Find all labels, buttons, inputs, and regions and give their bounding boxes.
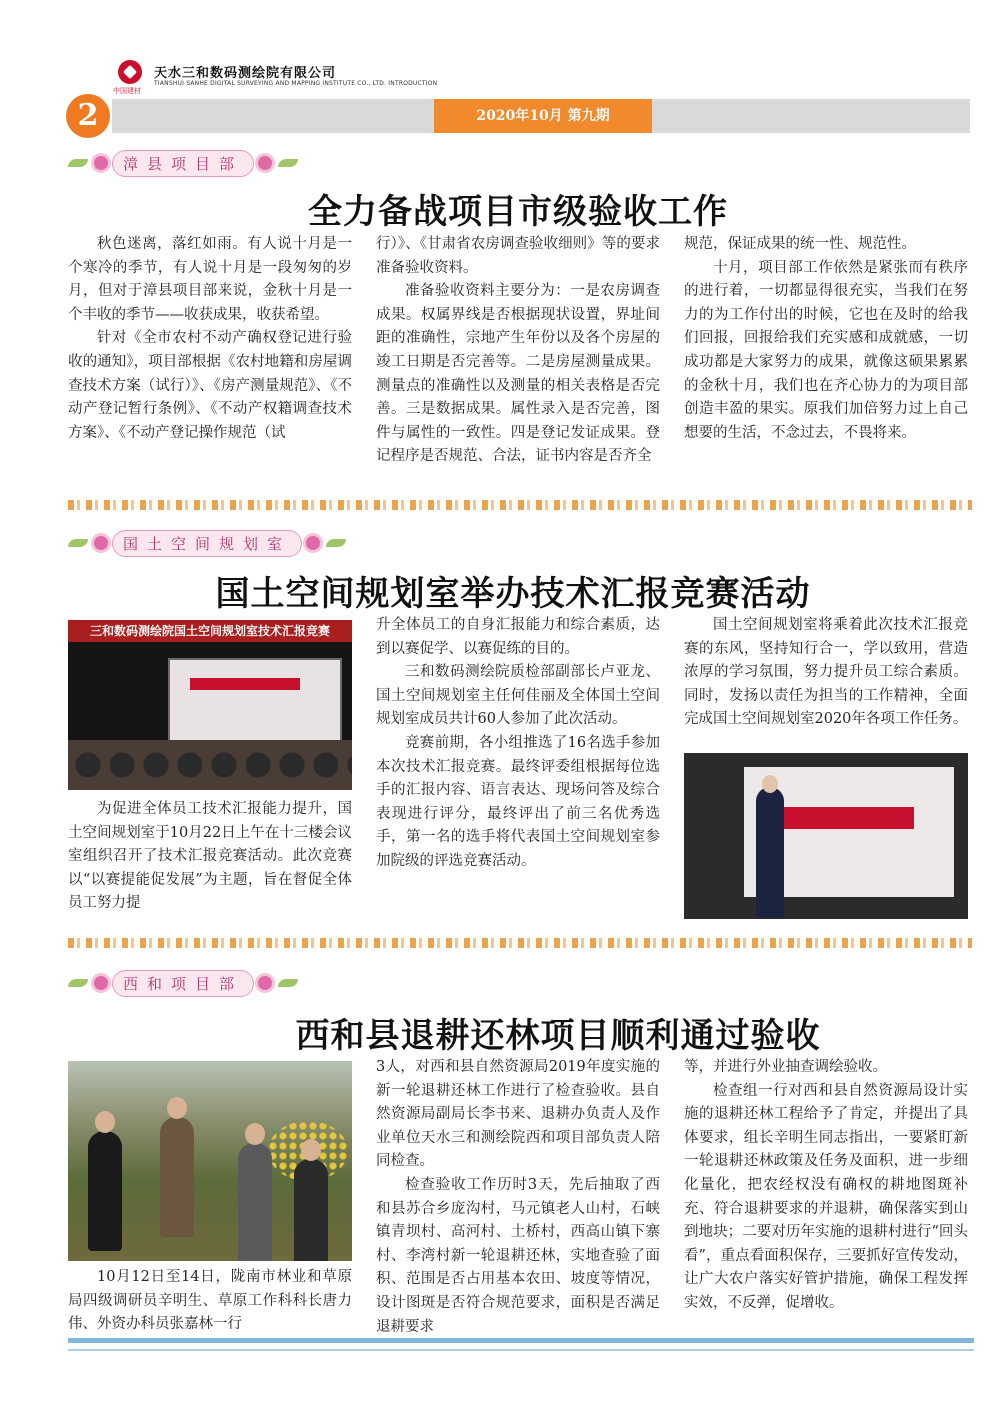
person — [294, 1159, 328, 1261]
person — [160, 1117, 194, 1237]
flower-ornament — [94, 536, 108, 550]
leaf-ornament — [68, 979, 88, 987]
paragraph: 竞赛前期，各小组推选了16名选手参加本次技术汇报竞赛。最终评委组根据每位选手的汇报内容、语言表达、现场问答及综合表现进行评分，最终评出了前三名优秀选手，第一名的选手将代表国土空间规划室参加院级的评选竞赛活动。 — [376, 734, 660, 869]
paragraph: 为促进全体员工技术汇报能力提升，国土空间规划室于10月22日上午在十三楼会议室组织召开了技术汇报竞赛活动。此次竞赛以“以赛提能促发展”为主题，旨在督促全体员工努力提 — [68, 801, 352, 912]
paragraph: 三和数码测绘院质检部副部长卢亚龙、国土空间规划室主任何佳丽及全体国土空间规划室成员共计60人参加了此次活动。 — [376, 664, 660, 728]
paragraph: 10月12日至14日，陇南市林业和草原局四级调研员辛明生、草原工作科科长唐力伟、外资办科员张嘉林一行 — [68, 1269, 352, 1333]
flower-ornament — [258, 156, 272, 170]
presentation-screen — [168, 658, 342, 747]
section-divider — [68, 500, 972, 510]
leaf-ornament — [278, 159, 298, 167]
leaf-ornament — [326, 539, 346, 547]
leaf-ornament — [68, 539, 88, 547]
paragraph: 国土空间规划室将乘着此次技术汇报竞赛的东风，坚持知行合一，学以致用，营造浓厚的学习氛围，努力提升员工综合素质。同时，发扬以责任为担当的工作精神，全面完成国土空间规划室2020年各项工作任务。 — [684, 617, 968, 728]
section-tag — [66, 524, 348, 562]
person — [88, 1131, 122, 1251]
footer-bar — [68, 1338, 974, 1343]
paragraph: 秋色迷离，落红如雨。有人说十月是一个寒冷的季节，有人说十月是一段匆匆的岁月，但对于漳县项目部来说，金秋十月是一个丰收的季节——收获成果，收获希望。 — [68, 236, 352, 323]
section-tag-label: 西和项目部 — [112, 970, 254, 997]
leaf-ornament — [68, 159, 88, 167]
article-column — [376, 1056, 660, 1338]
paragraph: 十月，项目部工作依然是紧张而有秩序的进行着，一切都显得很充实，当我们在努力的为工作付出的时候，它也在及时的给我们回报，回报给我们充实感和成就感，一切成功都是大家努力的成果，就像这硕果累累的金秋十月，我们也在齐心协力的为项目部创造丰盈的果实。原我们加倍努力过上自己想要的生活，不念过去，不畏将来。 — [684, 259, 968, 441]
section-divider — [68, 938, 972, 948]
article-title: 国土空间规划室举办技术汇报竞赛活动 — [215, 574, 811, 614]
section-tag — [66, 144, 300, 182]
presenter — [756, 787, 784, 917]
flower-ornament — [94, 976, 108, 990]
paragraph: 升全体员工的自身汇报能力和综合素质，达到以赛促学、以赛促练的目的。 — [376, 617, 660, 657]
article-column — [68, 233, 352, 491]
flower-ornament — [94, 156, 108, 170]
paragraph: 行）》、《甘肃省农房调查验收细则》等的要求准备验收资料。 — [376, 236, 660, 276]
paragraph: 针对《全市农村不动产确权登记进行验收的通知》，项目部根据《农村地籍和房屋调查技术方案（试行）》、《房产测量规范》、《不动产登记暂行条例》、《不动产权籍调查技术方案》、《不动产登记操作规范（试 — [68, 330, 352, 441]
competition-photo — [68, 620, 352, 790]
section-tag-label: 国土空间规划室 — [112, 530, 302, 557]
paragraph: 3人，对西和县自然资源局2019年度实施的新一轮退耕还林工作进行了检查验收。县自然资源局副局长李书来、退耕办负责人及作业单位天水三和测绘院西和项目部负责人陪同检查。 — [376, 1059, 660, 1170]
article-column — [68, 798, 352, 918]
footer-bar — [68, 1349, 974, 1351]
paragraph: 检查验收工作历时3天，先后抽取了西和县苏合乡庞沟村，马元镇老人山村，石峡镇青坝村、高河村、土桥村，西高山镇下寨村、李湾村新一轮退耕还林，实地查验了面积、范围是否占用基本农田、坡度等情况，设计图斑是否符合规范要求，面积是否满足退耕要求 — [376, 1176, 660, 1335]
photo-banner: 三和数码测绘院国土空间规划室技术汇报竞赛 — [68, 620, 352, 642]
presenter-head — [762, 775, 778, 793]
flower-ornament — [258, 976, 272, 990]
company-name-en: TIANSHUI SANHE DIGITAL SURVEYING AND MAPPING INSTITUTE CO., LTD. INTRODUCTION — [154, 80, 438, 87]
field-inspection-photo — [68, 1061, 352, 1261]
article-title: 全力备战项目市级验收工作 — [308, 192, 728, 232]
article-column — [684, 233, 968, 491]
leaf-ornament — [278, 979, 298, 987]
paragraph: 准备验收资料主要分为：一是农房调查成果。权属界线是否根据现状设置，界址间距的准确性，宗地产生年份以及各个房屋的竣工日期是否完善等。二是房屋测量成果。测量点的准确性以及测量的相关表格是否完善。三是数据成果。属性录入是否完善，图件与属性的一致性。四是登记发证成果。登记程序是否规范、合法，证书内容是否齐全 — [376, 283, 660, 465]
section-tag — [66, 964, 300, 1002]
section-tag-label: 漳县项目部 — [112, 150, 254, 177]
paragraph: 检查组一行对西和县自然资源局设计实施的退耕还林工程给予了肯定，并提出了具体要求，组长辛明生同志指出，一要紧盯新一轮退耕还林政策及任务及面积，进一步细化量化，把农经权没有确权的耕地图斑补充、符合退耕要求的并退耕，确保落实到山到地块；二要对历年实施的退耕村进行“回头看”，重点看面积保存，三要抓好宣传发动，让广大农户落实好管护措施，确保工程发挥实效，不反弹，促增收。 — [684, 1082, 968, 1311]
flower-ornament — [306, 536, 320, 550]
paragraph: 规范，保证成果的统一性、规范性。 — [684, 236, 916, 252]
article-column — [684, 614, 968, 754]
audience — [68, 740, 352, 790]
company-name: 天水三和数码测绘院有限公司 — [154, 66, 337, 81]
article-column — [376, 614, 660, 918]
article-title: 西和县退耕还林项目顺利通过验收 — [295, 1016, 821, 1056]
article-column — [684, 1056, 968, 1338]
article-column — [68, 1266, 352, 1338]
page-number: 2 — [66, 94, 110, 138]
company-logo — [118, 60, 142, 84]
issue-label: 2020年10月 第九期 — [434, 99, 652, 133]
article-column — [376, 233, 660, 491]
paragraph: 等，并进行外业抽查调绘验收。 — [684, 1059, 887, 1075]
logo-caption: 中国建材 — [113, 87, 141, 95]
person — [238, 1143, 272, 1261]
presenter-photo — [684, 753, 968, 919]
